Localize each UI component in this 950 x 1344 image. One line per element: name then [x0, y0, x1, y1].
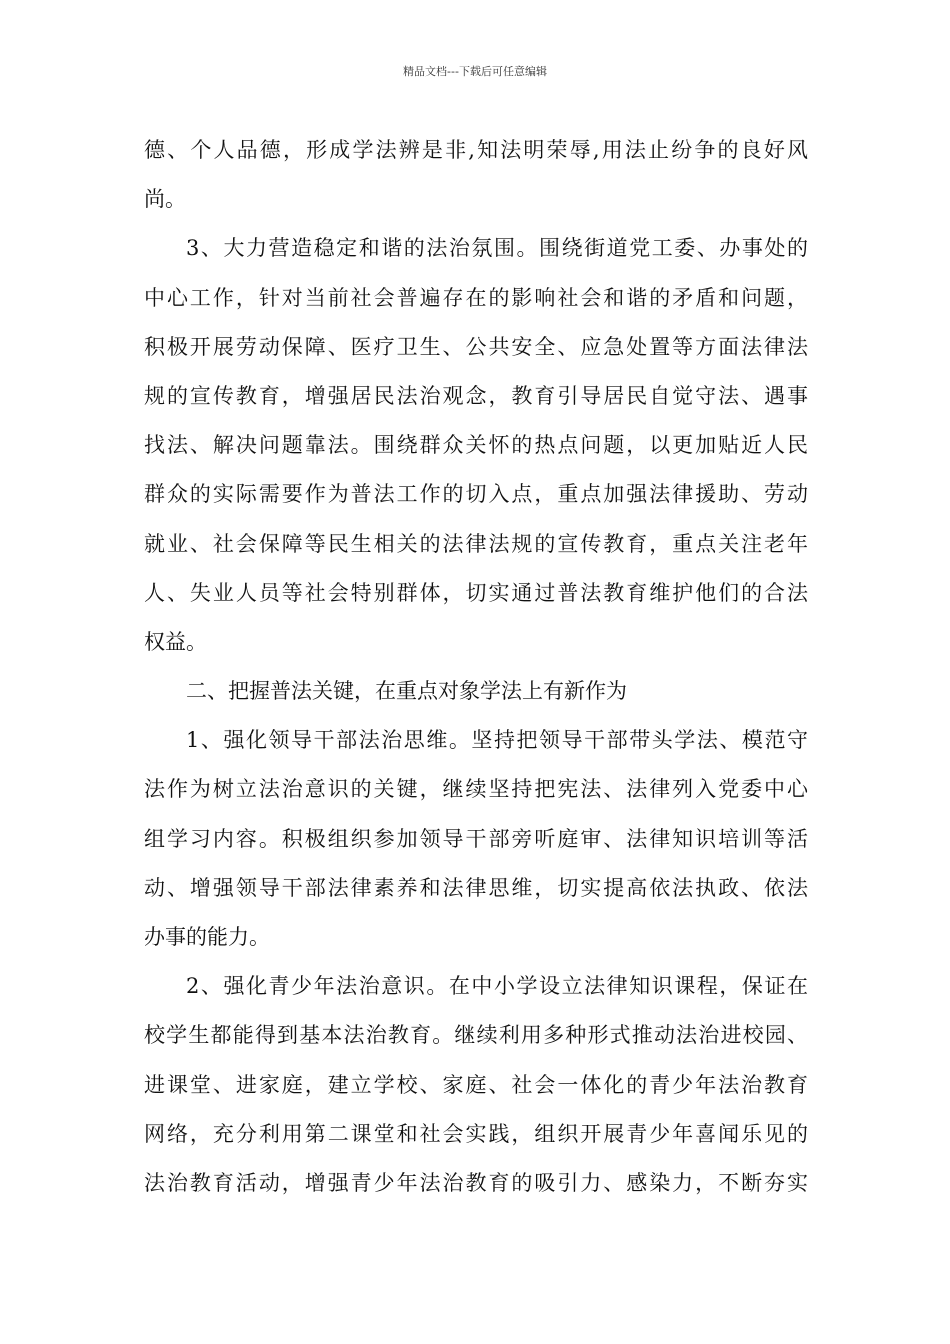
text-line: 人、失业人员等社会特别群体，切实通过普法教育维护他们的合法: [144, 580, 808, 605]
section-heading: 二、把握普法关键，在重点对象学法上有新作为: [186, 679, 627, 704]
page-header: 精品文档---下载后可任意编辑: [403, 65, 547, 78]
text-line: 法治教育活动，增强青少年法治教育的吸引力、感染力，不断夯实: [144, 1170, 808, 1195]
paragraph-start-line: 1、强化领导干部法治思维。坚持把领导干部带头学法、模范守: [186, 728, 808, 753]
text-line: 校学生都能得到基本法治教育。继续利用多种形式推动法治进校园、: [144, 1023, 808, 1048]
text-line: 动、增强领导干部法律素养和法律思维，切实提高依法执政、依法: [144, 875, 808, 900]
text-line: 中心工作，针对当前社会普遍存在的影响社会和谐的矛盾和问题，: [144, 285, 808, 310]
text-line: 就业、社会保障等民生相关的法律法规的宣传教育，重点关注老年: [144, 531, 808, 556]
text-line: 尚。: [144, 187, 186, 212]
text-line: 权益。: [144, 629, 207, 654]
text-line: 积极开展劳动保障、医疗卫生、公共安全、应急处置等方面法律法: [144, 334, 808, 359]
text-line: 找法、解决问题靠法。围绕群众关怀的热点问题，以更加贴近人民: [144, 433, 808, 458]
text-line: 德、个人品德，形成学法辨是非,知法明荣辱,用法止纷争的良好风: [144, 138, 808, 162]
text-line: 办事的能力。: [144, 925, 270, 949]
text-line: 法作为树立法治意识的关键，继续坚持把宪法、法律列入党委中心: [144, 777, 808, 802]
text-line: 组学习内容。积极组织参加领导干部旁听庭审、法律知识培训等活: [144, 826, 808, 851]
paragraph-start-line: 2、强化青少年法治意识。在中小学设立法律知识课程，保证在: [186, 974, 808, 999]
text-line: 规的宣传教育，增强居民法治观念，教育引导居民自觉守法、遇事: [144, 383, 808, 408]
paragraph-start-line: 3、大力营造稳定和谐的法治氛围。围绕街道党工委、办事处的: [186, 236, 808, 261]
text-line: 进课堂、进家庭，建立学校、家庭、社会一体化的青少年法治教育: [144, 1072, 808, 1097]
text-line: 群众的实际需要作为普法工作的切入点，重点加强法律援助、劳动: [144, 482, 808, 507]
document-body: [144, 126, 808, 1208]
text-line: 网络，充分利用第二课堂和社会实践，组织开展青少年喜闻乐见的: [144, 1121, 808, 1146]
